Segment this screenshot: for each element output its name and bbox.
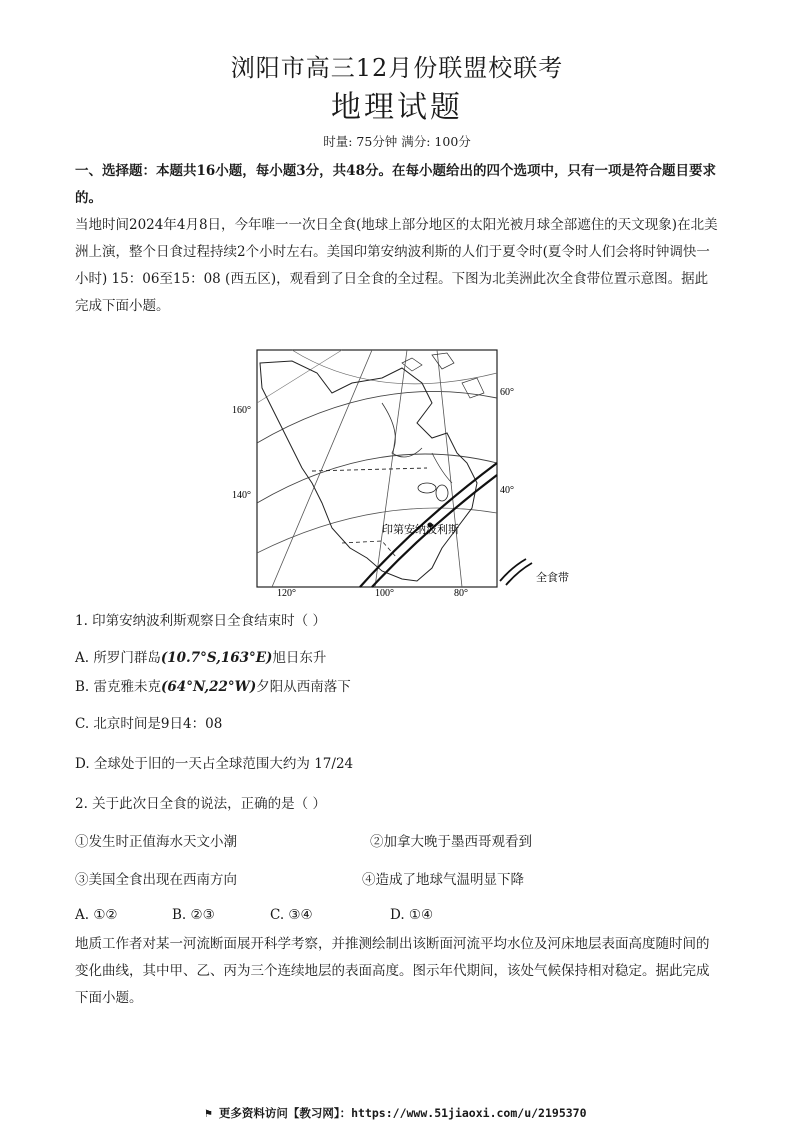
city-label: 印第安纳波利斯 xyxy=(382,523,459,536)
statement-2: ②加拿大晚于墨西哥观看到 xyxy=(370,834,532,850)
label-120: 120° xyxy=(277,588,296,599)
footer-link[interactable] xyxy=(205,1105,587,1121)
exam-title-subject: 地理试题 xyxy=(331,90,463,125)
question-2-option-d: D. ①④ xyxy=(390,907,434,923)
question-2-option-c: C. ③④ xyxy=(270,907,313,923)
option-a-suffix: 旭日东升 xyxy=(272,650,327,666)
option-b-suffix: 夕阳从西南落下 xyxy=(256,679,351,695)
question-1-option-b xyxy=(75,675,351,695)
statement-4: ④造成了地球气温明显下降 xyxy=(362,872,524,888)
question-2-option-b: B. ②③ xyxy=(172,907,215,923)
passage-eclipse: 当地时间2024年4月8日，今年唯一一次日全食(地球上部分地区的太阳光被月球全部遮住的天文现象)在北美洲上演，整个日食过程持续2个小时左右。美国印第安纳波利斯的人们于夏令时(夏令时人们会将时钟调快一小时) 15：06至15：08 (西五区)，观看到了日全食的全过程。下图为北美洲此次全食带位置示意图。据此完成下面小题。 xyxy=(75,217,718,314)
option-a-prefix: A. 所罗门群岛 xyxy=(75,650,161,666)
question-1-option-c: C. 北京时间是9日4：08 xyxy=(75,716,223,732)
label-80: 80° xyxy=(454,588,468,599)
label-140: 140° xyxy=(232,490,251,501)
statement-3: ③美国全食出现在西南方向 xyxy=(75,872,237,888)
footer-text: 更多资料访问【教习网】：https://www.51jiaoxi.com/u/2195370 xyxy=(218,1106,587,1120)
question-2-stem: 2. 关于此次日全食的说法，正确的是（ ） xyxy=(75,796,326,812)
legend-label: 全食带 xyxy=(536,571,569,584)
question-1-option-a xyxy=(75,646,326,666)
flag-icon: ⚑ xyxy=(205,1106,219,1120)
label-160: 160° xyxy=(232,405,251,416)
eclipse-map xyxy=(232,343,592,603)
question-1-stem: 1. 印第安纳波利斯观察日全食结束时（ ） xyxy=(75,613,326,629)
exam-title-line1: 浏阳市高三12月份联盟校联考 xyxy=(230,54,564,82)
option-a-coord: (10.7°S,163°E) xyxy=(160,650,273,666)
statement-1: ①发生时正值海水天文小潮 xyxy=(75,834,237,850)
question-2-option-a: A. ①② xyxy=(75,907,118,923)
eclipse-map-figure xyxy=(232,343,592,607)
passage-river: 地质工作者对某一河流断面展开科学考察，并推测绘制出该断面河流平均水位及河床地层表面高度随时间的变化曲线，其中甲、乙、丙为三个连续地层的表面高度。图示年代期间，该处气候保持相对稳定。据此完成下面小题。 xyxy=(75,936,710,1006)
option-b-prefix: B. 雷克雅未克 xyxy=(75,679,162,695)
exam-meta: 时量: 75分钟 满分: 100分 xyxy=(323,134,471,149)
label-60: 60° xyxy=(500,387,514,398)
option-b-coord: (64°N,22°W) xyxy=(161,679,257,695)
label-100: 100° xyxy=(375,588,394,599)
label-40: 40° xyxy=(500,485,514,496)
section-heading: 一、选择题：本题共16小题，每小题3分，共48分。在每小题给出的四个选项中，只有一项是符合题目要求的。 xyxy=(75,163,716,206)
question-1-option-d: D. 全球处于旧的一天占全球范围大约为 17/24 xyxy=(75,756,354,772)
